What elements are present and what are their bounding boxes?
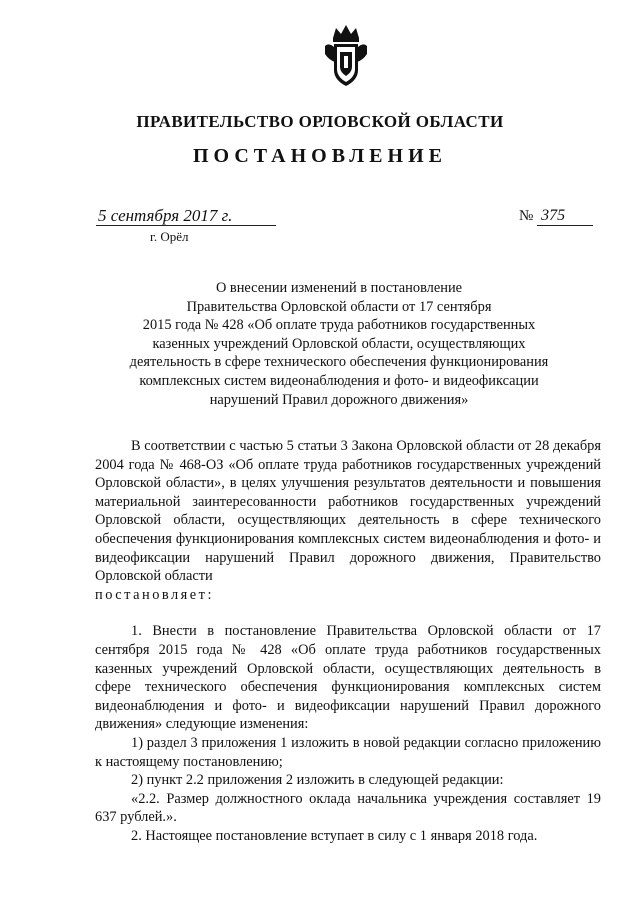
item-1-subitem-2: 2) пункт 2.2 приложения 2 изложить в следующей редакции: xyxy=(131,772,504,789)
subject-line: нарушений Правил дорожного движения» xyxy=(209,391,469,408)
preamble-text: В соответствии с частью 5 статьи 3 Закона Орловской области от 28 декабря 2004 года № 468-ОЗ «Об оплате труда работников государственных учреждений Орловской области», в целях улучшения результатов деятельности и повышения материальной заинтересованности работников государственных учреждений Орловской области, осуществляющих деятельность в сфере технического обеспечения функционирования комплексных систем видеонаблюдения и фото- и видеофиксации нарушений Правил дорожного движения, Правительство Орловской области xyxy=(95,438,601,585)
document-subject xyxy=(95,279,583,409)
subject-line: О внесении изменений в постановление xyxy=(215,280,463,296)
organization-name: ПРАВИТЕЛЬСТВО ОРЛОВСКОЙ ОБЛАСТИ xyxy=(136,112,504,131)
number-label: № xyxy=(519,208,534,224)
resolves-keyword: постановляет: xyxy=(95,586,214,603)
resolves-paragraph xyxy=(95,586,601,605)
subject-line: казенных учреждений Орловской области, осуществляющих xyxy=(152,335,526,352)
date-value: 5 сентября 2017 г. xyxy=(98,206,233,225)
item-2: 2. Настоящее постановление вступает в силу с 1 января 2018 года. xyxy=(131,827,538,844)
item-1-subitem-1: 1) раздел 3 приложения 1 изложить в новой редакции согласно приложению к настоящему постановлению; xyxy=(95,734,601,770)
number-value: 375 xyxy=(537,207,593,226)
coat-of-arms-icon xyxy=(323,22,369,92)
quoted-amendment: «2.2. Размер должностного оклада начальника учреждения составляет 19 637 рублей.». xyxy=(95,790,601,826)
subject-line: комплексных систем видеонаблюдения и фото- и видеофиксации xyxy=(139,372,539,389)
preamble-paragraph xyxy=(95,437,601,586)
document-date xyxy=(96,207,276,226)
city: г. Орёл xyxy=(150,229,189,244)
document-number xyxy=(519,207,593,226)
subject-line: деятельность в сфере технического обеспечения функционирования xyxy=(129,354,549,371)
document-body xyxy=(95,437,601,845)
document-type: ПОСТАНОВЛЕНИЕ xyxy=(193,145,447,167)
subject-line: Правительства Орловской области от 17 сентября xyxy=(186,298,492,315)
subject-line: 2015 года № 428 «Об оплате труда работников государственных xyxy=(142,317,536,334)
item-1: 1. Внести в постановление Правительства Орловской области от 17 сентября 2015 года № 428 «Об оплате труда работников государственных казенных учреждений Орловской области, осуществляющих деятельность в сфере технического обеспечения функционирования комплексных систем видеонаблюдения и фото- и видеофиксации нарушений Правил дорожного движения» следующие изменения: xyxy=(95,623,601,733)
